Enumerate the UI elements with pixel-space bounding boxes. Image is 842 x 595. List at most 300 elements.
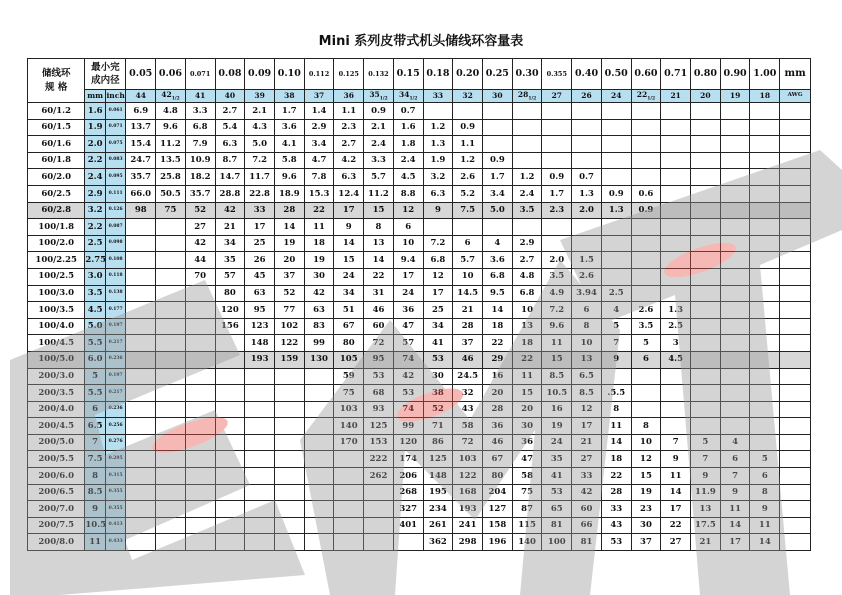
capacity-cell: 99 [393,418,423,435]
capacity-cell [156,235,186,252]
awg-header [601,90,631,103]
spec-cell: 100/1.8 [28,219,85,236]
capacity-cell: 4.8 [156,103,186,120]
min-diameter-mm-cell: 7.5 [85,451,105,468]
capacity-cell: 36 [512,434,542,451]
blank-cell [780,501,811,518]
wire-size-header: 0.30 [512,59,542,90]
spec-cell: 200/5.5 [28,451,85,468]
spec-cell: 100/5.0 [28,351,85,368]
capacity-cell [691,235,721,252]
capacity-cell: 28 [274,202,304,219]
awg-header [423,90,453,103]
capacity-cell: 2.1 [364,119,394,136]
capacity-cell [750,169,780,186]
capacity-cell: 193 [245,351,275,368]
capacity-cell: 23 [631,501,661,518]
capacity-cell: 18 [601,451,631,468]
capacity-cell: 6 [572,302,602,319]
capacity-cell [245,401,275,418]
capacity-cell [720,335,750,352]
capacity-cell [156,517,186,534]
capacity-cell: 21 [691,534,721,551]
capacity-cell [601,219,631,236]
capacity-cell: 58 [512,468,542,485]
wire-size-header: 0.09 [245,59,275,90]
capacity-cell: 37 [631,534,661,551]
min-diameter-mm-cell: 11 [85,534,105,551]
capacity-cell: 3.5 [542,268,572,285]
capacity-cell [691,152,721,169]
capacity-cell [126,468,156,485]
capacity-cell [126,302,156,319]
capacity-cell: 1.8 [393,136,423,153]
capacity-cell: 19 [542,418,572,435]
capacity-cell: 2.6 [453,169,483,186]
capacity-cell: 17 [334,202,364,219]
table-row [28,368,811,385]
capacity-cell [572,136,602,153]
capacity-cell: 1.2 [512,169,542,186]
capacity-cell [572,219,602,236]
capacity-cell: 67 [334,318,364,335]
capacity-cell [691,418,721,435]
awg-value: 26 [581,91,592,101]
capacity-cell [185,285,215,302]
capacity-cell: 21 [572,434,602,451]
min-diameter-mm-cell: 2.0 [85,136,105,153]
capacity-cell: 81 [542,517,572,534]
capacity-cell [274,451,304,468]
capacity-cell: 6.3 [423,185,453,202]
capacity-cell [185,517,215,534]
capacity-cell: 3.5 [631,318,661,335]
capacity-cell: 60 [364,318,394,335]
awg-header [483,90,513,103]
capacity-cell: 11.9 [691,484,721,501]
capacity-cell: 148 [245,335,275,352]
wire-size-header: 0.125 [334,59,364,90]
capacity-cell: 7 [720,468,750,485]
capacity-cell: 7.2 [423,235,453,252]
min-diameter-inch-cell: 0.083 [105,152,126,169]
spec-cell: 200/3.0 [28,368,85,385]
capacity-cell [691,136,721,153]
spec-cell: 200/7.0 [28,501,85,518]
capacity-cell: 9 [334,219,364,236]
capacity-cell: 67 [483,451,513,468]
capacity-cell [185,434,215,451]
table-row [28,302,811,319]
capacity-cell: 0.7 [572,169,602,186]
capacity-cell [572,235,602,252]
capacity-cell: 8 [750,484,780,501]
capacity-cell [185,418,215,435]
capacity-cell: 6 [453,235,483,252]
min-diameter-mm-cell: 1.9 [85,119,105,136]
capacity-cell [720,119,750,136]
blank-cell [780,318,811,335]
capacity-cell [601,235,631,252]
capacity-cell: 24 [542,434,572,451]
min-diameter-mm-cell: 5.5 [85,385,105,402]
capacity-cell [661,285,691,302]
capacity-cell: 34 [334,285,364,302]
min-diameter-mm-cell: 8 [85,468,105,485]
table-row [28,136,811,153]
capacity-cell: 98 [126,202,156,219]
capacity-cell [661,401,691,418]
awg-label: AWG [780,90,811,103]
capacity-cell: 46 [483,434,513,451]
capacity-cell: 1.5 [572,252,602,269]
capacity-cell: 2.0 [572,202,602,219]
capacity-cell: 10 [453,268,483,285]
capacity-cell [483,103,513,120]
capacity-cell [750,318,780,335]
capacity-cell [750,219,780,236]
min-diameter-mm-cell: 7 [85,434,105,451]
capacity-cell [245,385,275,402]
table-row [28,152,811,169]
capacity-cell [364,517,394,534]
capacity-cell: 8.7 [215,152,245,169]
capacity-cell [245,468,275,485]
capacity-cell [185,484,215,501]
capacity-cell: 12 [393,202,423,219]
table-row [28,468,811,485]
capacity-cell: 13 [572,351,602,368]
capacity-cell: 2.6 [631,302,661,319]
capacity-cell: 6.8 [423,252,453,269]
awg-header [542,90,572,103]
min-diameter-mm-cell: 5.0 [85,318,105,335]
capacity-cell: 29 [483,351,513,368]
capacity-cell: 11 [720,501,750,518]
capacity-cell: 4.3 [245,119,275,136]
wire-size-header: 0.90 [720,59,750,90]
capacity-cell: 28 [483,401,513,418]
capacity-cell [126,285,156,302]
capacity-cell [691,202,721,219]
capacity-cell [661,169,691,186]
capacity-cell: 34 [423,318,453,335]
capacity-cell: 148 [423,468,453,485]
capacity-cell: 86 [423,434,453,451]
capacity-cell: 15 [364,202,394,219]
capacity-cell: 4.5 [393,169,423,186]
capacity-cell: 8.5 [542,368,572,385]
capacity-cell: 2.6 [572,268,602,285]
capacity-cell: 70 [185,268,215,285]
min-diameter-mm-cell: 2.75 [85,252,105,269]
blank-cell [780,119,811,136]
capacity-cell [334,484,364,501]
capacity-cell: 19 [631,484,661,501]
capacity-cell: 30 [512,418,542,435]
capacity-cell [334,534,364,551]
table-row [28,451,811,468]
awg-value: 19 [729,91,741,101]
capacity-cell [185,534,215,551]
capacity-cell: 18 [512,335,542,352]
min-diameter-inch-cell: 0.276 [105,434,126,451]
capacity-cell [126,252,156,269]
capacity-cell [661,385,691,402]
capacity-cell: 10.9 [185,152,215,169]
capacity-cell [453,219,483,236]
capacity-cell [215,501,245,518]
min-diameter-mm-cell: 5 [85,368,105,385]
capacity-cell: 6.9 [126,103,156,120]
capacity-cell: 170 [334,434,364,451]
table-row [28,434,811,451]
capacity-cell: 6 [750,468,780,485]
capacity-cell: 71 [423,418,453,435]
capacity-cell [631,219,661,236]
capacity-cell [156,335,186,352]
min-diameter-inch-cell: 0.108 [105,252,126,269]
table-row [28,401,811,418]
capacity-cell: 30 [631,517,661,534]
spec-cell: 200/6.0 [28,468,85,485]
capacity-cell [185,501,215,518]
spec-cell: 200/4.5 [28,418,85,435]
capacity-cell: 37 [453,335,483,352]
capacity-cell: 35 [542,451,572,468]
min-diameter-mm-cell: 3.0 [85,268,105,285]
awg-value: 32 [462,91,473,101]
capacity-cell: 30 [304,268,334,285]
capacity-cell: 8 [601,401,631,418]
capacity-cell: 115 [512,517,542,534]
spec-cell: 200/8.0 [28,534,85,551]
capacity-cell: 22 [304,202,334,219]
wire-size-header: 0.80 [691,59,721,90]
wire-size-header: 0.10 [274,59,304,90]
capacity-cell: 87 [512,501,542,518]
min-diameter-mm-cell: 2.4 [85,169,105,186]
capacity-cell: 140 [512,534,542,551]
capacity-cell [126,401,156,418]
capacity-cell: 80 [483,468,513,485]
capacity-cell: 25.8 [156,169,186,186]
min-diameter-inch-cell: 0.061 [105,103,126,120]
capacity-cell: 53 [601,534,631,551]
capacity-cell [274,468,304,485]
min-diameter-inch-cell: 0.315 [105,468,126,485]
capacity-cell [423,219,453,236]
capacity-cell: 0.9 [483,152,513,169]
capacity-cell [245,534,275,551]
min-diameter-mm-cell: 3.5 [85,285,105,302]
capacity-cell [304,517,334,534]
capacity-cell [453,103,483,120]
capacity-cell [245,434,275,451]
capacity-cell: 83 [304,318,334,335]
spec-cell: 100/3.5 [28,302,85,319]
capacity-cell: 5.7 [453,252,483,269]
capacity-cell [483,219,513,236]
capacity-cell: 47 [512,451,542,468]
capacity-cell: 17 [661,501,691,518]
capacity-cell: 17 [423,285,453,302]
table-row [28,185,811,202]
capacity-cell [156,468,186,485]
capacity-cell: 2.9 [512,235,542,252]
capacity-cell: 2.3 [542,202,572,219]
capacity-cell: 6 [720,451,750,468]
capacity-cell [364,501,394,518]
capacity-cell: 8 [364,219,394,236]
capacity-cell [126,385,156,402]
capacity-cell: 42 [185,235,215,252]
awg-header [274,90,304,103]
capacity-cell: 401 [393,517,423,534]
capacity-cell: 10.5 [542,385,572,402]
capacity-cell [334,501,364,518]
capacity-cell: 8.8 [393,185,423,202]
capacity-cell [661,418,691,435]
capacity-cell: 3 [661,335,691,352]
capacity-cell [274,385,304,402]
awg-value: 37 [313,91,325,101]
table-row [28,119,811,136]
spec-cell: 60/1.5 [28,119,85,136]
capacity-cell [483,136,513,153]
capacity-cell: 4.5 [661,351,691,368]
capacity-cell: 75 [512,484,542,501]
blank-cell [780,468,811,485]
capacity-cell: 66 [572,517,602,534]
wire-size-header: 0.05 [126,59,156,90]
spec-cell: 100/3.0 [28,285,85,302]
awg-header [215,90,245,103]
capacity-cell: 68 [364,385,394,402]
capacity-cell: 2.1 [245,103,275,120]
capacity-cell [631,401,661,418]
capacity-cell [631,368,661,385]
capacity-cell [215,351,245,368]
capacity-cell [156,451,186,468]
min-diameter-inch-cell: 0.413 [105,517,126,534]
capacity-cell [156,318,186,335]
capacity-cell: 65 [542,501,572,518]
capacity-cell [274,484,304,501]
capacity-cell [126,268,156,285]
capacity-cell: 13.7 [126,119,156,136]
capacity-cell [512,119,542,136]
capacity-cell: 1.3 [423,136,453,153]
blank-cell [780,351,811,368]
capacity-cell: 0.9 [601,185,631,202]
min-diameter-mm-cell: 3.2 [85,202,105,219]
capacity-cell [691,285,721,302]
capacity-cell: 28 [601,484,631,501]
min-diameter-inch-cell: 0.236 [105,351,126,368]
capacity-cell [542,235,572,252]
awg-header [512,90,542,103]
capacity-cell: 9.6 [542,318,572,335]
capacity-cell [572,119,602,136]
capacity-cell: 80 [215,285,245,302]
min-diameter-mm-cell: 4.5 [85,302,105,319]
capacity-cell [691,351,721,368]
unit-mm-header: mm [780,59,811,90]
capacity-cell: 22 [483,335,513,352]
capacity-cell: 72 [364,335,394,352]
capacity-cell [245,501,275,518]
min-diameter-inch-cell: 0.071 [105,119,126,136]
capacity-cell: 12 [572,401,602,418]
capacity-cell [274,401,304,418]
capacity-cell [661,252,691,269]
capacity-cell: 13 [512,318,542,335]
capacity-cell [126,418,156,435]
min-diameter-inch-cell: 0.098 [105,235,126,252]
capacity-cell: 53 [542,484,572,501]
capacity-cell: 63 [304,302,334,319]
table-row [28,484,811,501]
awg-header [661,90,691,103]
capacity-cell [542,152,572,169]
capacity-cell [126,434,156,451]
capacity-cell: 14 [720,517,750,534]
capacity-cell [156,534,186,551]
capacity-cell [691,252,721,269]
capacity-cell: 16 [542,401,572,418]
header-row-wire-size [28,59,811,90]
capacity-cell: 51 [334,302,364,319]
capacity-cell: 33 [245,202,275,219]
capacity-cell: 12.4 [334,185,364,202]
min-diameter-mm-cell: 1.6 [85,103,105,120]
capacity-cell: 2.4 [393,152,423,169]
awg-fraction: 1/2 [409,96,418,101]
blank-cell [780,152,811,169]
capacity-cell: 7 [601,335,631,352]
capacity-cell: 156 [215,318,245,335]
capacity-cell [720,235,750,252]
capacity-cell: 95 [364,351,394,368]
capacity-cell [215,534,245,551]
capacity-cell: 53 [364,368,394,385]
capacity-cell [304,385,334,402]
spec-cell: 100/4.0 [28,318,85,335]
wire-size-header: 0.25 [483,59,513,90]
capacity-cell [601,169,631,186]
spec-cell: 200/5.0 [28,434,85,451]
capacity-cell: 35.7 [185,185,215,202]
capacity-cell [156,285,186,302]
capacity-cell: 5.0 [245,136,275,153]
capacity-cell: 10 [631,434,661,451]
capacity-cell [185,451,215,468]
capacity-cell: 6.8 [185,119,215,136]
capacity-cell: 17.5 [691,517,721,534]
table-row [28,202,811,219]
capacity-cell: 12 [631,451,661,468]
blank-cell [780,235,811,252]
capacity-cell: 5 [691,434,721,451]
capacity-cell: 3.6 [274,119,304,136]
capacity-cell: 362 [423,534,453,551]
capacity-cell [750,202,780,219]
blank-cell [780,534,811,551]
capacity-cell: 9.6 [156,119,186,136]
capacity-cell [215,335,245,352]
capacity-cell [720,169,750,186]
